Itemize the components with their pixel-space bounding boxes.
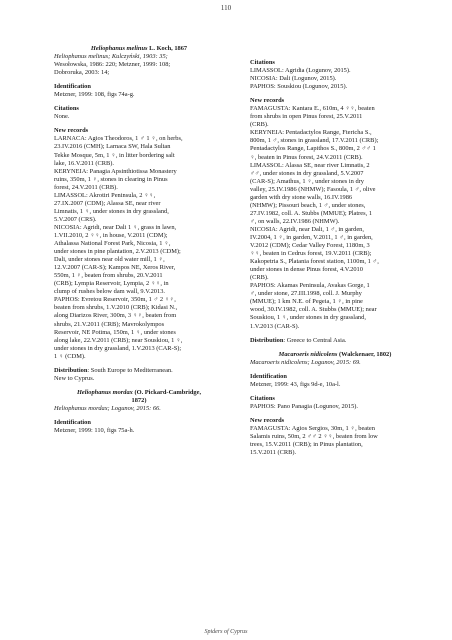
species-name: Macaroeris nidicolens: [278, 350, 338, 358]
record-line: (MMUE); 1 km N.E. of Pegeia, 1 ♀, in pine: [250, 298, 363, 306]
citations-text: None.: [54, 113, 70, 121]
species-heading-heliophanus-melinus: [54, 45, 224, 53]
right-column: [250, 59, 420, 457]
record-line: V.2012 (CDM); Cedar Valley Forest, 1180m, 3: [250, 242, 370, 250]
synonym-line: Wesołowska, 1986: 220; Metzner, 1999: 108;: [54, 61, 171, 69]
record-line: PAPHOS: Akamas Peninsula, Avakas Gorge, 1: [250, 282, 370, 290]
record-line: 5.V.2007 (CRS).: [54, 215, 97, 223]
record-line: valley, 25.IV.1986 (NHMW); Fasoula, 1 ♂, olive: [250, 185, 376, 193]
new-records-block: [250, 105, 420, 330]
record-line: shrubs, 21.V.2011 (CRB); Mavrokolympos: [54, 320, 165, 328]
record-line: Kakopetria S., Platania forest station, 1100m, 1 ♂,: [250, 258, 379, 266]
page-footer: Spiders of Cyprus: [204, 629, 248, 635]
record-line: KERYNEIA: Pentadactylos Range, Ftericha S.,: [250, 129, 372, 137]
record-line: KERYNEIA: Panagia Apsinthiotissa Monastery: [54, 167, 177, 175]
record-line: Souskiou, 1 ♀, under stones in dry grassland,: [250, 314, 366, 322]
synonym-line: Heliophanus mordax; Logunov, 2015: 66.: [54, 404, 161, 412]
record-line: ♀♀, beaten in Cedrus forest, 19.V.2011 (CRB);: [250, 250, 372, 258]
record-line: along Diarizos River, 300m, 3 ♀♀, beaten from: [54, 312, 177, 320]
record-line: ♂, under stone, 27.III.1998, coll. J. Murphy: [250, 290, 362, 298]
distribution-note: New to Cyprus.: [54, 374, 95, 382]
identification-heading: Identification: [54, 418, 91, 426]
record-line: 12.V.2007 (CAR-S); Kampos NE, Xeros River,: [54, 264, 176, 272]
record-line: FAMAGUSTA: Agios Sergios, 30m, 1 ♀, beaten: [250, 424, 375, 432]
new-records-heading: New records: [54, 127, 89, 135]
record-line: 15.V.2011 (CRB).: [250, 449, 297, 457]
synonym-line: Dobroruka, 2003: 14;: [54, 69, 110, 77]
citations-heading: Citations: [54, 105, 79, 113]
record-line: trees, 15.V.2011 (CRB); in Pinus plantation,: [250, 441, 363, 449]
identification-text: Metzner, 1999: 110, figs 75a-h.: [54, 427, 135, 435]
record-line: PAPHOS: Evretou Reservoir, 350m, 1 ♂ 2 ♀♀,: [54, 296, 176, 304]
new-records-block: [54, 135, 224, 360]
record-line: under stones in dry grassland, 1.V.2013 (CAR-S);: [54, 344, 182, 352]
identification-heading: Identification: [250, 372, 287, 380]
species-author: L. Koch, 1867: [149, 45, 188, 52]
record-line: FAMAGUSTA: Kantara E., 610m, 4 ♀♀, beaten: [250, 105, 375, 113]
identification-text: Metzner, 1999: 108, figs 74a-g.: [54, 91, 135, 99]
new-records-heading: New records: [250, 416, 285, 424]
record-line: Salamis ruins, 50m, 2 ♂♂ 2 ♀♀, beaten from low: [250, 432, 378, 440]
species-author: (O. Pickard-Cambridge,: [134, 388, 202, 396]
identification-text: Metzner, 1999: 43, figs 9d-e, 10a-l.: [250, 380, 341, 388]
species-name: Heliophanus mordax: [76, 388, 133, 396]
record-line: IV.2004, 1 ♀, in garden, V.2011, 1 ♂, in garden,: [250, 233, 373, 241]
record-line: 23.IV.2016 (CMH); Larnaca SW, Hala Sultan: [54, 143, 171, 151]
citations-text: PAPHOS: Pano Panagia (Logunov, 2015).: [250, 402, 358, 410]
record-line: 1 ♀ (CDM).: [54, 352, 86, 360]
record-line: Dali, under stones near old water mill, 1 ♀,: [54, 256, 165, 264]
record-line: from shrubs in open Pinus forest, 25.V.2011: [250, 113, 363, 121]
species-author: (Walckenaer, 1802): [339, 350, 392, 358]
record-line: LIMASSOL: Akrotiri Peninsula, 2 ♀♀,: [54, 191, 156, 199]
species-heading-macaroeris-nidicolens: [250, 351, 420, 359]
record-line: 550m, 1 ♀, beaten from shrubs, 20.V.2011: [54, 272, 163, 280]
record-line: Tekke Mosque, 5m, 1 ♀, in litter bordering salt: [54, 151, 175, 159]
record-line: 27.IV.1982, coll. A. Stubbs (MMUE); Platres, 1: [250, 209, 373, 217]
record-line: ruins, 350m, 1 ♀, stones in clearing in Pinus: [54, 175, 168, 183]
species-year: 1872): [131, 396, 147, 404]
citations-heading: Citations: [250, 394, 275, 402]
new-records-heading: New records: [250, 97, 285, 105]
record-line: LARNACA: Agios Theodoros, 1 ♂ 1 ♀, on herbs,: [54, 135, 183, 143]
record-line: (CRB); Lympia Reservoir, Lympia, 2 ♀♀, in: [54, 280, 169, 288]
distribution-line: [250, 337, 420, 345]
distribution-heading: Distribution: [250, 336, 284, 344]
record-line: 1.V.2013 (CAR-S).: [250, 322, 300, 330]
record-line: 27.IX.2007 (CDM); Alassa SE, near river: [54, 199, 161, 207]
record-line: NICOSIA: Agridi, near Dali 1 ♀, grass in lawn,: [54, 223, 177, 231]
record-line: under stones in pine plantation, 2.V.2013 (CDM);: [54, 248, 181, 256]
record-line: 800m, 1 ♂, stones in grassland, 17.V.2011 (CRB);: [250, 137, 379, 145]
record-line: LIMASSOL: Alassa SE, near river Limnatis, 2: [250, 161, 370, 169]
synonym-line: Heliophanus melinus; Kulczyński, 1903: 35;: [54, 53, 168, 61]
synonym-line: Macaroeris nidicolens; Logunov, 2015: 69.: [250, 358, 361, 366]
record-line: Pentadactylos Range, Lapithos S., 800m, 2 ♂♂ 1: [250, 145, 376, 153]
distribution-line: [54, 367, 224, 375]
page-number: 110: [220, 4, 232, 12]
record-line: ♂♂, under stones in dry grassland, 5.V.2007: [250, 169, 364, 177]
record-line: 1.VII.2010, 2 ♀♀, in house, V.2011 (CDM);: [54, 231, 168, 239]
record-line: clump of rushes below dam wall, 9.V.2013.: [54, 288, 165, 296]
citations-heading: Citations: [250, 59, 275, 66]
record-line: Reservoir, NE Potima, 150m, 1 ♀, under stones: [54, 328, 176, 336]
citation-line: NICOSIA: Dali (Logunov, 2015).: [250, 75, 337, 83]
species-name: Heliophanus melinus: [90, 45, 148, 52]
record-line: wood, 30.IV.1982, coll. A. Stubbs (MMUE); near: [250, 306, 377, 314]
record-line: lake, 16.V.2011 (CRB).: [54, 159, 114, 167]
distribution-text: : South Europe to Mediterranean.: [87, 366, 173, 374]
citation-line: LIMASSOL: Agridia (Logunov, 2015).: [250, 67, 351, 75]
record-line: ♂, on walls, 22.IV.1986 (NHMW).: [250, 217, 340, 225]
record-line: NICOSIA: Agridi, near Dali, 1 ♂, in garden,: [250, 225, 364, 233]
record-line: garden with dry stone walls, 16.IV.1986: [250, 193, 353, 201]
record-line: beaten from shrubs, 1.V.2010 (CRB); Kidasi N.,: [54, 304, 178, 312]
record-line: (CAR-S); Amathus, 1 ♀, under stones in dry: [250, 177, 364, 185]
record-line: (CRB).: [250, 121, 269, 129]
record-line: Athalassa National Forest Park, Nicosia, 1 ♀,: [54, 240, 171, 248]
record-line: ♀, beaten in Pinus forest, 24.V.2011 (CRB).: [250, 153, 363, 161]
record-line: forest, 24.V.2011 (CRB).: [54, 183, 118, 191]
distribution-text: : Greece to Central Asia.: [283, 336, 347, 344]
left-column: [54, 45, 224, 435]
record-line: under stones in dense Pinus forest, 4.V.2010: [250, 266, 363, 274]
citation-line: PAPHOS: Souskiou (Logunov, 2015).: [250, 83, 348, 91]
distribution-heading: Distribution: [54, 366, 88, 374]
record-line: (NHMW); Pissouri beach, 1 ♂, under stones,: [250, 201, 366, 209]
record-line: along lake, 22.V.2011 (CRB); near Souskiou, 1 ♀,: [54, 336, 183, 344]
record-line: Limnatis, 1 ♀, under stones in dry grassland,: [54, 207, 169, 215]
identification-heading: Identification: [54, 83, 91, 91]
species-heading-heliophanus-mordax: [54, 389, 224, 397]
record-line: (CRB).: [250, 274, 269, 282]
